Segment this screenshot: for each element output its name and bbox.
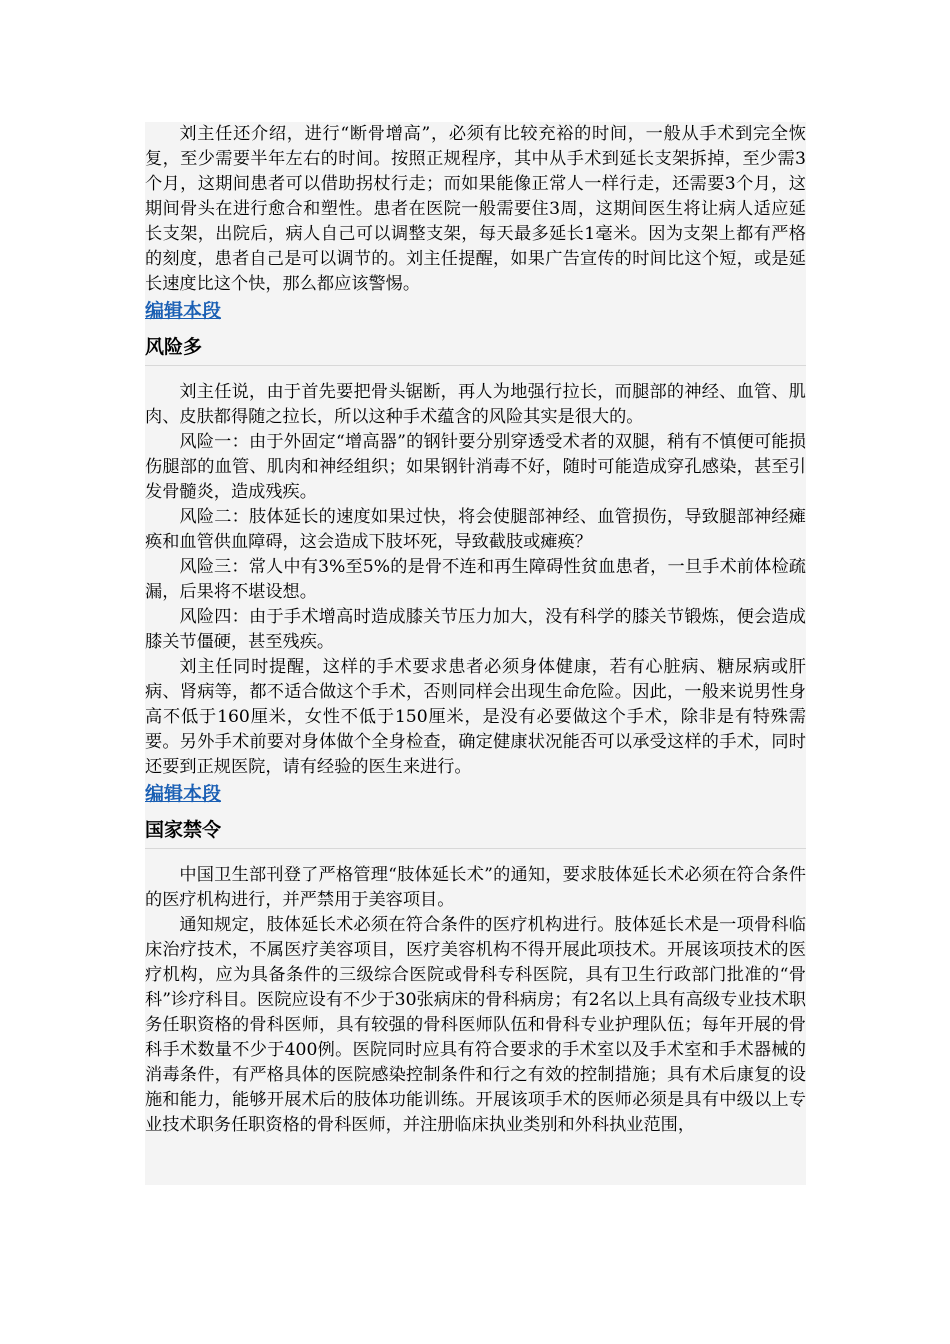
- section-heading: 国家禁令: [145, 819, 222, 841]
- section-heading: 风险多: [145, 336, 203, 358]
- paragraph: 风险四：由于手术增高时造成膝关节压力加大，没有科学的膝关节锻炼，便会造成膝关节僵硬，甚至残疾。: [145, 607, 806, 652]
- divider: [145, 848, 806, 849]
- paragraph: 风险二：肢体延长的速度如果过快，将会使腿部神经、血管损伤，导致腿部神经瘫痪和血管供血障碍，这会造成下肢坏死，导致截肢或瘫痪？: [145, 507, 806, 552]
- risk-section: [145, 333, 806, 808]
- paragraph: 刘主任说，由于首先要把骨头锯断，再人为地强行拉长，而腿部的神经、血管、肌肉、皮肤都得随之拉长，所以这种手术蕴含的风险其实是很大的。: [145, 382, 806, 427]
- paragraph: 通知规定，肢体延长术必须在符合条件的医疗机构进行。肢体延长术是一项骨科临床治疗技术，不属医疗美容项目，医疗美容机构不得开展此项技术。开展该项技术的医疗机构，应为具备条件的三级综合医院或骨科专科医院，具有卫生行政部门批准的“骨科”诊疗科目。医院应设有不少于30张病床的骨科病房；有2名以上具有高级专业技术职务任职资格的骨科医师，具有较强的骨科医师队伍和骨科专业护理队伍；每年开展的骨科手术数量不少于400例。医院同时应具有符合要求的手术室以及手术室和手术器械的消毒条件，有严格具体的医院感染控制条件和行之有效的控制措施；具有术后康复的设施和能力，能够开展术后的肢体功能训练。开展该项手术的医师必须是具有中级以上专业技术职务任职资格的骨科医师，并注册临床执业类别和外科执业范围，: [145, 915, 806, 1135]
- edit-section-link[interactable]: 编辑本段: [145, 783, 222, 805]
- paragraph: 风险三：常人中有3%至5%的是骨不连和再生障碍性贫血患者，一旦手术前体检疏漏，后果将不堪设想。: [145, 557, 806, 602]
- paragraph: 刘主任同时提醒，这样的手术要求患者必须身体健康，若有心脏病、糖尿病或肝病、肾病等，都不适合做这个手术，否则同样会出现生命危险。因此，一般来说男性身高不低于160厘米，女性不低于150厘米，是没有必要做这个手术，除非是有特殊需要。另外手术前要对身体做个全身检查，确定健康状况能否可以承受这样的手术，同时还要到正规医院，请有经验的医生来进行。: [145, 657, 806, 777]
- ban-section: [145, 816, 806, 1138]
- paragraph: 风险一：由于外固定“增高器”的钢针要分别穿透受术者的双腿，稍有不慎便可能损伤腿部的血管、肌肉和神经组织；如果钢针消毒不好，随时可能造成穿孔感染，甚至引发骨髓炎，造成残疾。: [145, 432, 806, 502]
- paragraph: 中国卫生部刊登了严格管理“肢体延长术”的通知，要求肢体延长术必须在符合条件的医疗机构进行，并严禁用于美容项目。: [145, 865, 806, 910]
- article-content: [145, 122, 806, 1185]
- divider: [145, 365, 806, 366]
- paragraph: 刘主任还介绍，进行“断骨增高”，必须有比较充裕的时间，一般从手术到完全恢复，至少需要半年左右的时间。按照正规程序，其中从手术到延长支架拆掉，至少需3个月，这期间患者可以借助拐杖行走；而如果能像正常人一样行走，还需要3个月，这期间骨头在进行愈合和塑性。患者在医院一般需要住3周，这期间医生将让病人适应延长支架，出院后，病人自己可以调整支架，每天最多延长1毫米。因为支架上都有严格的刻度，患者自己是可以调节的。刘主任提醒，如果广告宣传的时间比这个短，或是延长速度比这个快，那么都应该警惕。: [145, 124, 806, 294]
- intro-section: [145, 122, 806, 325]
- edit-section-link[interactable]: 编辑本段: [145, 300, 222, 322]
